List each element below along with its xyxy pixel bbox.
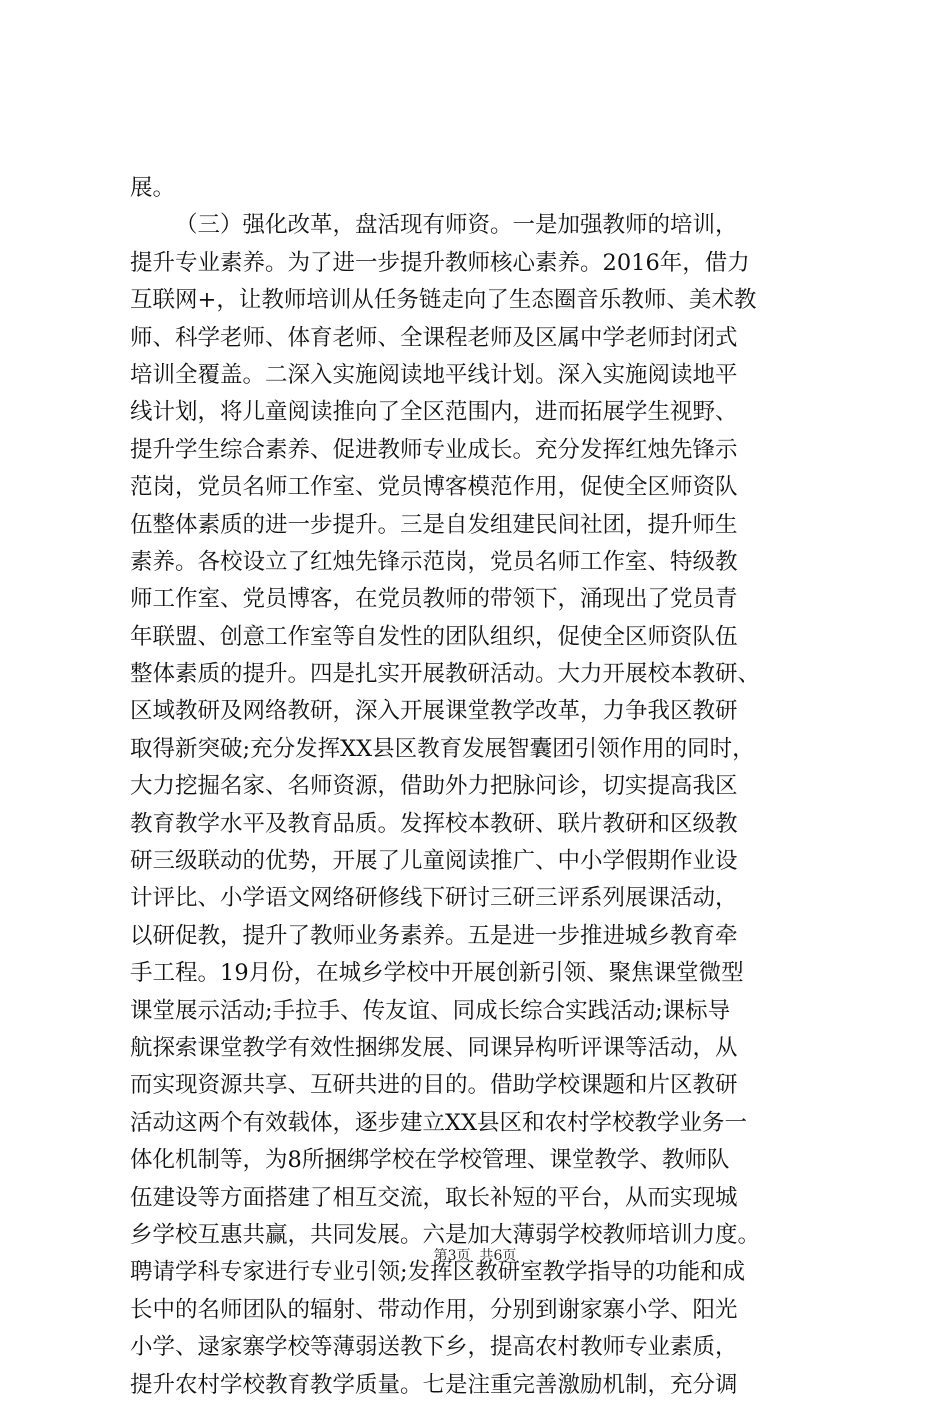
page-footer: 第3页 共6页 (433, 1248, 517, 1264)
text-line: 师工作室、党员博客，在党员教师的带领下，涌现出了党员青 (130, 586, 738, 613)
text-line: 互联网+，让教师培训从任务链走向了生态圈音乐教师、美术教 (130, 287, 757, 314)
text-line: 乡学校互惠共赢，共同发展。六是加大薄弱学校教师培训力度。 (130, 1221, 761, 1248)
text-line: 整体素质的提升。四是扎实开展教研活动。大力开展校本教研、 (130, 661, 761, 688)
text-line: 伍建设等方面搭建了相互交流，取长补短的平台，从而实现城 (130, 1184, 738, 1211)
text-line: 展。 (130, 175, 176, 201)
body-text (130, 170, 842, 1404)
text-line: 区域教研及网络教研，深入开展课堂教学改革，力争我区教研 (130, 698, 738, 725)
text-line: 以研促教，提升了教师业务素养。五是进一步推进城乡教育牵 (130, 922, 738, 949)
text-line: 取得新突破;充分发挥XX县区教育发展智囊团引领作用的同时， (130, 735, 755, 762)
text-line: 师、科学老师、体育老师、全课程老师及区属中学老师封闭式 (130, 324, 738, 351)
text-line: 培训全覆盖。二深入实施阅读地平线计划。深入实施阅读地平 (130, 361, 738, 388)
text-line: 提升农村学校教育教学质量。七是注重完善激励机制，充分调 (130, 1371, 738, 1398)
text-line: 教育教学水平及教育品质。发挥校本教研、联片教研和区级教 (130, 810, 738, 837)
text-line: 线计划，将儿童阅读推向了全区范围内，进而拓展学生视野、 (130, 399, 738, 426)
text-line: 手工程。19月份，在城乡学校中开展创新引领、聚焦课堂微型 (130, 960, 744, 987)
text-line: 活动这两个有效载体，逐步建立XX县区和农村学校教学业务一 (130, 1109, 748, 1136)
text-line: 课堂展示活动;手拉手、传友谊、同成长综合实践活动;课标导 (130, 997, 731, 1024)
text-line: 航探索课堂教学有效性捆绑发展、同课异构听评课等活动，从 (130, 1034, 738, 1061)
text-line: 提升专业素养。为了进一步提升教师核心素养。2016年，借力 (130, 249, 750, 276)
text-line: 小学、逯家寨学校等薄弱送教下乡，提高农村教师专业素质， (130, 1334, 738, 1361)
text-line: 计评比、小学语文网络研修线下研讨三研三评系列展课活动， (130, 885, 738, 912)
text-line: 大力挖掘名家、名师资源，借助外力把脉问诊，切实提高我区 (130, 773, 738, 800)
text-line: 伍整体素质的进一步提升。三是自发组建民间社团，提升师生 (130, 511, 738, 538)
text-line: 范岗，党员名师工作室、党员博客模范作用，促使全区师资队 (130, 474, 738, 501)
text-line: 而实现资源共享、互研共进的目的。借助学校课题和片区教研 (130, 1072, 738, 1099)
text-line: 研三级联动的优势，开展了儿童阅读推广、中小学假期作业设 (130, 848, 738, 875)
text-line: 素养。各校设立了红烛先锋示范岗，党员名师工作室、特级教 (130, 548, 738, 575)
text-line: 年联盟、创意工作室等自发性的团队组织，促使全区师资队伍 (130, 623, 738, 650)
text-line: （三）强化改革，盘活现有师资。一是加强教师的培训， (175, 212, 738, 239)
text-line: 聘请学科专家进行专业引领;发挥区教研室教学指导的功能和成 (130, 1259, 746, 1286)
text-line: 体化机制等，为8所捆绑学校在学校管理、课堂教学、教师队 (130, 1147, 730, 1174)
text-line: 长中的名师团队的辐射、带动作用，分别到谢家寨小学、阳光 (130, 1296, 738, 1323)
text-line: 提升学生综合素养、促进教师专业成长。充分发挥红烛先锋示 (130, 436, 738, 463)
